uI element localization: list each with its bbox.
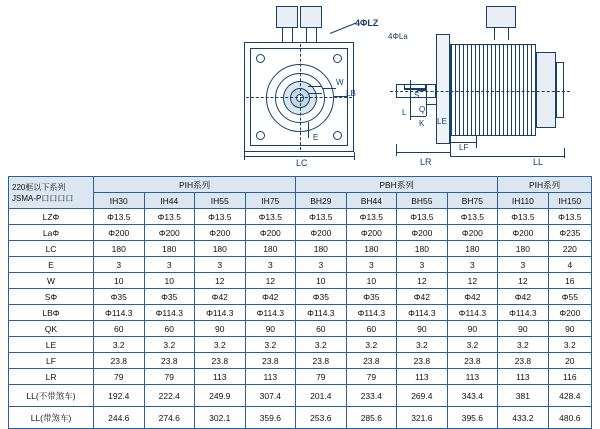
row-label-qk: QK: [9, 321, 94, 337]
label-lf: LF: [459, 143, 469, 152]
cell: 4: [548, 257, 591, 273]
table-row: [9, 289, 592, 305]
cell: 90: [447, 321, 498, 337]
mounting-hole-tl: [256, 54, 265, 63]
cell: 253.6: [296, 407, 347, 429]
row-label-lz: LZΦ: [9, 209, 94, 225]
col-header-ih55: IH55: [195, 193, 246, 209]
row-label-e: E: [9, 257, 94, 273]
cell: Φ114.3: [94, 305, 145, 321]
cell: 201.4: [296, 385, 347, 407]
row-label-lf: LF: [9, 353, 94, 369]
cell: 3.2: [346, 337, 397, 353]
cell: 180: [245, 241, 296, 257]
cell: 23.8: [144, 353, 195, 369]
cell: 381: [498, 385, 549, 407]
cell: 90: [195, 321, 246, 337]
col-header-bh55: BH55: [397, 193, 448, 209]
label-lb: LB: [346, 89, 356, 98]
cell: Φ13.5: [346, 209, 397, 225]
cell: 60: [296, 321, 347, 337]
connector-box-left: [276, 6, 298, 28]
group-header-pih-1: PIH系列: [94, 177, 296, 193]
cell: 180: [498, 241, 549, 257]
dimension-table-wrapper: [8, 176, 592, 429]
cell: 12: [195, 273, 246, 289]
cell: Φ13.5: [245, 209, 296, 225]
dim-ext-l: [410, 80, 411, 120]
cell: Φ114.3: [144, 305, 195, 321]
table-corner-cell: [9, 177, 94, 209]
cell: 10: [346, 273, 397, 289]
connector-lead-2: [292, 28, 293, 42]
cell: Φ13.5: [94, 209, 145, 225]
cell: 79: [144, 369, 195, 385]
ll-dimension-line: [450, 156, 564, 157]
cell: 3: [144, 257, 195, 273]
cell: Φ35: [144, 289, 195, 305]
motor-body-side: [450, 44, 536, 136]
cell: Φ114.3: [245, 305, 296, 321]
cell: Φ35: [94, 289, 145, 305]
table-head: [9, 177, 592, 209]
cell: 12: [245, 273, 296, 289]
cell: 220: [548, 241, 591, 257]
label-lr: LR: [420, 157, 432, 167]
cell: Φ42: [397, 289, 448, 305]
group-header-pbh: PBH系列: [296, 177, 498, 193]
cell: Φ114.3: [195, 305, 246, 321]
cell: Φ13.5: [548, 209, 591, 225]
connector-lead-3: [306, 28, 307, 42]
rear-cap: [536, 52, 556, 128]
cell: Φ13.5: [397, 209, 448, 225]
cell: 12: [498, 273, 549, 289]
cell: 180: [346, 241, 397, 257]
row-label-la: LaΦ: [9, 225, 94, 241]
label-4phi-la: 4ΦLa: [388, 32, 408, 41]
label-k: K: [419, 119, 425, 128]
cell: 395.6: [447, 407, 498, 429]
label-w: W: [336, 78, 344, 87]
cell: 90: [245, 321, 296, 337]
cell: 10: [144, 273, 195, 289]
side-connector-box: [486, 6, 516, 28]
cell: 90: [498, 321, 549, 337]
cell: 116: [548, 369, 591, 385]
cell: Φ13.5: [498, 209, 549, 225]
label-le: LE: [437, 117, 447, 126]
cell: 269.4: [397, 385, 448, 407]
leader-w: [322, 88, 336, 89]
lf-ext-right: [476, 136, 477, 148]
cell: 3.2: [94, 337, 145, 353]
cell: 244.6: [94, 407, 145, 429]
cell: 23.8: [346, 353, 397, 369]
rear-end-plate: [556, 62, 564, 118]
cell: Φ13.5: [144, 209, 195, 225]
label-lc: LC: [296, 158, 308, 168]
cell: Φ114.3: [447, 305, 498, 321]
cell: 79: [346, 369, 397, 385]
cell: 180: [397, 241, 448, 257]
connector-lead-1: [282, 28, 283, 42]
dim-line-k: [410, 116, 426, 117]
cell: 16: [548, 273, 591, 289]
dim-ext-q: [426, 84, 427, 116]
cell: 3.2: [144, 337, 195, 353]
label-e: E: [313, 133, 319, 142]
cell: Φ114.3: [498, 305, 549, 321]
cell: Φ200: [498, 225, 549, 241]
dimension-table: [8, 176, 592, 429]
cell: 222.4: [144, 385, 195, 407]
cell: 428.4: [548, 385, 591, 407]
cell: 3: [94, 257, 145, 273]
row-label-lb: LBΦ: [9, 305, 94, 321]
leader-e: [308, 122, 309, 138]
side-connector-lead-1: [494, 28, 495, 40]
lr-dimension-line: [396, 152, 450, 153]
cell: 3: [195, 257, 246, 273]
cell: 3.2: [548, 337, 591, 353]
table-row: [9, 305, 592, 321]
table-group-row: [9, 177, 592, 193]
label-q: Q: [419, 105, 426, 114]
table-body: [9, 209, 592, 429]
mounting-hole-br: [333, 131, 342, 140]
keyway-bottom: [308, 93, 322, 94]
technical-drawing: [0, 0, 600, 172]
centerline-horizontal: [246, 97, 352, 98]
col-header-ih75: IH75: [245, 193, 296, 209]
table-row: [9, 321, 592, 337]
cell: Φ42: [195, 289, 246, 305]
cell: 60: [144, 321, 195, 337]
col-header-ih30: IH30: [94, 193, 145, 209]
label-l: L: [402, 108, 407, 117]
lc-dimension-line: [244, 156, 354, 157]
cell: Φ114.3: [296, 305, 347, 321]
cell: Φ35: [346, 289, 397, 305]
cell: 302.1: [195, 407, 246, 429]
cell: Φ200: [94, 225, 145, 241]
row-label-s: SΦ: [9, 289, 94, 305]
cell: 192.4: [94, 385, 145, 407]
ll-ext-right: [564, 148, 565, 158]
mounting-hole-tr: [333, 54, 342, 63]
cell: 23.8: [296, 353, 347, 369]
cell: 3: [346, 257, 397, 273]
cell: 3: [245, 257, 296, 273]
cell: 23.8: [245, 353, 296, 369]
cell: 23.8: [94, 353, 145, 369]
cell: 180: [296, 241, 347, 257]
row-label-w: W: [9, 273, 94, 289]
row-label-ll-no-brake: LL(不带煞车): [9, 385, 94, 407]
cell: 3.2: [296, 337, 347, 353]
cell: 3.2: [397, 337, 448, 353]
table-row: [9, 407, 592, 429]
cell: 23.8: [195, 353, 246, 369]
cell: 3.2: [195, 337, 246, 353]
cell: 79: [296, 369, 347, 385]
col-header-bh44: BH44: [346, 193, 397, 209]
cell: 60: [346, 321, 397, 337]
cell: 285.6: [346, 407, 397, 429]
row-label-ll-brake: LL(带煞车): [9, 407, 94, 429]
cell: 23.8: [447, 353, 498, 369]
connector-lead-4: [316, 28, 317, 42]
table-column-row: [9, 193, 592, 209]
leader-4phi-lz: [330, 23, 356, 34]
cell: 90: [548, 321, 591, 337]
col-header-ih150: IH150: [548, 193, 591, 209]
lr-ext-left: [396, 144, 397, 156]
cell: 3: [498, 257, 549, 273]
table-row: [9, 225, 592, 241]
cell: 12: [447, 273, 498, 289]
cell: Φ200: [346, 225, 397, 241]
table-row: [9, 273, 592, 289]
cell: Φ42: [498, 289, 549, 305]
label-s: S: [414, 91, 420, 100]
label-ll: LL: [533, 157, 544, 167]
cell: 480.6: [548, 407, 591, 429]
cell: Φ42: [447, 289, 498, 305]
cell: 113: [397, 369, 448, 385]
cell: 274.6: [144, 407, 195, 429]
col-header-ih44: IH44: [144, 193, 195, 209]
table-row: [9, 369, 592, 385]
cell: 3: [296, 257, 347, 273]
cell: 20: [548, 353, 591, 369]
cell: 113: [195, 369, 246, 385]
cell: 10: [94, 273, 145, 289]
col-header-ih110: IH110: [498, 193, 549, 209]
group-header-pih-2: PIH系列: [498, 177, 592, 193]
cell: 180: [447, 241, 498, 257]
side-connector-lead-2: [508, 28, 509, 40]
cell: Φ114.3: [346, 305, 397, 321]
dim-line-le: [426, 104, 436, 105]
table-row: [9, 257, 592, 273]
table-row: [9, 385, 592, 407]
cell: 233.4: [346, 385, 397, 407]
cell: Φ13.5: [296, 209, 347, 225]
corner-line-1: 220框以下系列: [12, 182, 66, 192]
mounting-hole-bl: [256, 131, 265, 140]
cell: 113: [447, 369, 498, 385]
cell: Φ200: [397, 225, 448, 241]
cell: 79: [94, 369, 145, 385]
cell: 3: [447, 257, 498, 273]
cell: 359.6: [245, 407, 296, 429]
cell: Φ200: [245, 225, 296, 241]
lr-ext-right: [450, 144, 451, 156]
cell: 307.4: [245, 385, 296, 407]
cell: 60: [94, 321, 145, 337]
row-label-le: LE: [9, 337, 94, 353]
label-4phi-lz: 4ΦLZ: [355, 18, 379, 28]
table-row: [9, 353, 592, 369]
cell: 23.8: [397, 353, 448, 369]
table-row: [9, 209, 592, 225]
cell: 343.4: [447, 385, 498, 407]
cell: Φ13.5: [195, 209, 246, 225]
cell: 180: [195, 241, 246, 257]
cell: Φ200: [195, 225, 246, 241]
connector-box-right: [300, 6, 322, 28]
cell: Φ13.5: [447, 209, 498, 225]
cell: Φ200: [548, 305, 591, 321]
cell: 23.8: [498, 353, 549, 369]
cell: 113: [498, 369, 549, 385]
cell: Φ235: [548, 225, 591, 241]
keyway-top: [308, 86, 322, 87]
cell: 12: [397, 273, 448, 289]
cell: 3: [397, 257, 448, 273]
cell: Φ42: [245, 289, 296, 305]
cell: 249.9: [195, 385, 246, 407]
cell: 90: [397, 321, 448, 337]
cell: 180: [94, 241, 145, 257]
cell: 113: [245, 369, 296, 385]
corner-line-2: JSMA-P口口口口: [12, 193, 74, 203]
cell: Φ200: [447, 225, 498, 241]
cell: 180: [144, 241, 195, 257]
cell: 3.2: [498, 337, 549, 353]
cell: Φ200: [144, 225, 195, 241]
col-header-bh75: BH75: [447, 193, 498, 209]
row-label-lc: LC: [9, 241, 94, 257]
table-row: [9, 241, 592, 257]
side-flange-plate: [436, 34, 450, 144]
table-row: [9, 337, 592, 353]
cell: 3.2: [447, 337, 498, 353]
cell: Φ114.3: [397, 305, 448, 321]
lc-ext-right: [354, 152, 355, 160]
cell: 321.6: [397, 407, 448, 429]
cell: Φ55: [548, 289, 591, 305]
cell: 10: [296, 273, 347, 289]
cell: 433.2: [498, 407, 549, 429]
cell: 3.2: [245, 337, 296, 353]
cell: Φ35: [296, 289, 347, 305]
col-header-bh29: BH29: [296, 193, 347, 209]
row-label-lr: LR: [9, 369, 94, 385]
cell: Φ200: [296, 225, 347, 241]
